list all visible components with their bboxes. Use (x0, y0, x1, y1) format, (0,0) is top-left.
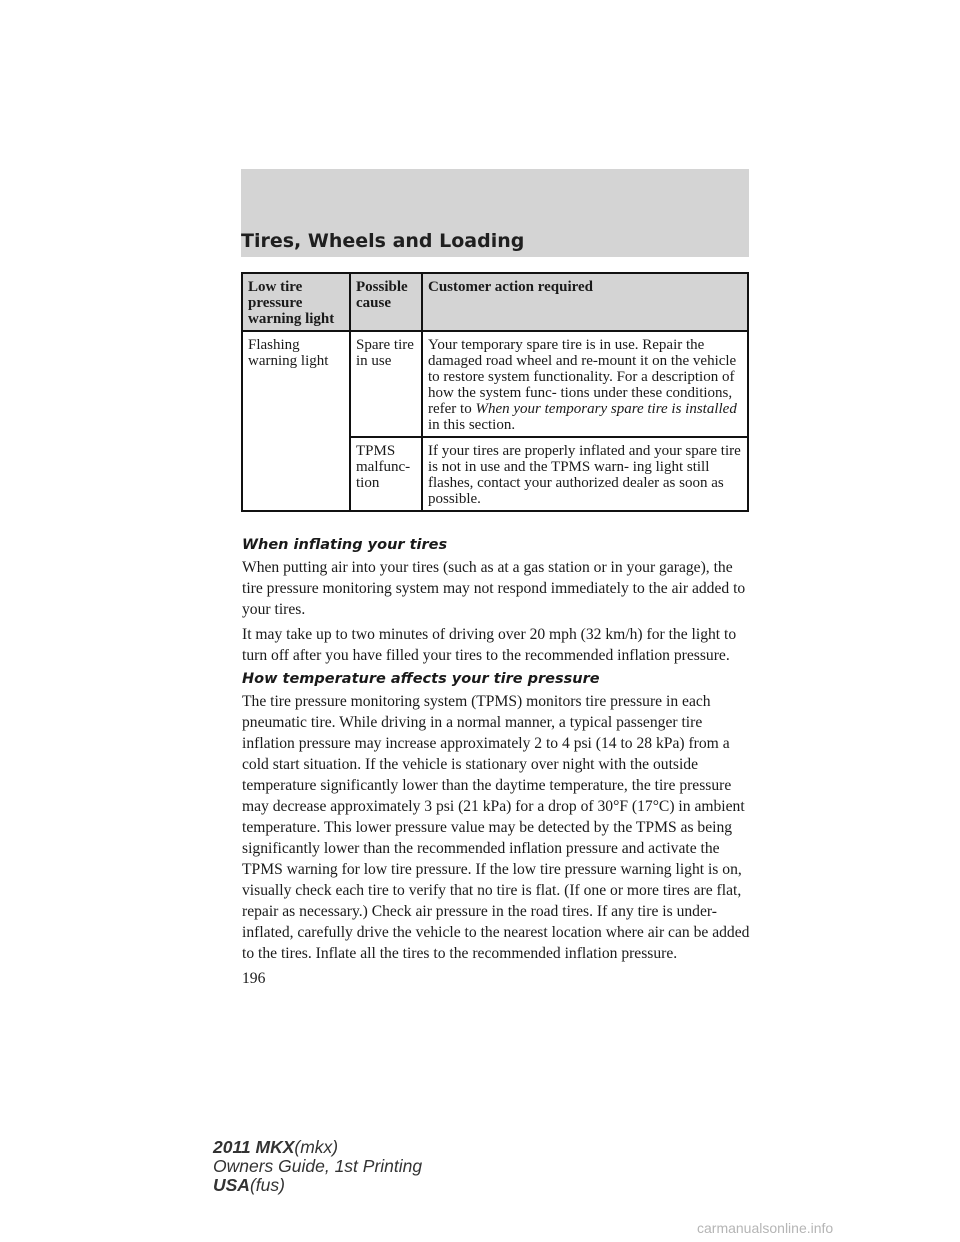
watermark: carmanualsonline.info (697, 1220, 834, 1236)
action-text: Your temporary spare tire is in use. Repair the damaged road wheel and re-mount it on the vehicle to restore system functionality. For a description of how the system func- tions under these conditions, refer to (428, 337, 737, 417)
footer-market-code: (fus) (249, 1175, 285, 1195)
heading-temperature: How temperature affects your tire pressure (242, 671, 600, 687)
footer-model-code: (mkx) (294, 1137, 339, 1157)
action-reference: When your temporary spare tire is installed (475, 401, 737, 417)
body-content (242, 536, 752, 968)
page-number: 196 (242, 970, 266, 987)
heading-inflating: When inflating your tires (242, 537, 448, 553)
cell-action (422, 331, 748, 437)
section-title: Tires, Wheels and Loading (241, 230, 525, 252)
section-header-band (241, 169, 749, 257)
paragraph: When putting air into your tires (such as at a gas station or in your garage), the tire pressure monitoring system may not respond immediately to the air added to your tires. (242, 559, 746, 618)
paragraph-part: The tire pressure monitoring system (TPMS) monitors tire pressure in each pneumatic tire. While driving in a normal manner, a typical passenger tire inflation pressure may increase approximately 2 to 4 psi (14 to 28 kPa) from a cold start situation. If the vehicle is stationary over night with the outside temperature significantly lower than the daytime temperature, the tire pressure may decrease approximately 3 psi (21 kPa) for a drop of 30°F (17°C) in ambient temperature. (242, 693, 745, 836)
column-header-light: Low tire pressure warning light (242, 273, 350, 331)
action-text-end: in this section. (428, 417, 516, 433)
cell-action: If your tires are properly inflated and your spare tire is not in use and the TPMS warn- ing light still flashes, contact your authorized dealer as soon as possible. (422, 437, 748, 511)
print-footer (213, 1138, 422, 1195)
cell-cause: Spare tire in use (350, 331, 422, 437)
footer-market: USA (213, 1175, 250, 1195)
tpms-warning-table (241, 272, 749, 512)
cell-cause: TPMS malfunc- tion (350, 437, 422, 511)
column-header-action: Customer action required (422, 273, 748, 331)
cell-light: Flashing warning light (242, 331, 350, 511)
column-header-cause: Possible cause (350, 273, 422, 331)
paragraph: It may take up to two minutes of driving over 20 mph (32 km/h) for the light to turn off after you have filled your tires to the recommended inflation pressure. (242, 626, 737, 664)
table-row (242, 331, 748, 437)
footer-edition: Owners Guide, 1st Printing (213, 1156, 423, 1176)
footer-model: 2011 MKX (213, 1137, 295, 1157)
paragraph-part: This lower pressure value may be detected by the TPMS as being significantly lower than the recommended inflation pressure and activate the TPMS warning for low tire pressure. If the low tire pressure warning light is on, visually check each tire to verify that no tire is flat. (If one or more tires are flat, repair as necessary.) Check air pressure in the road tires. If any tire is under-inflated, carefully drive the vehicle to the nearest location where air can be added to the tires. Inflate all the tires to the recommended inflation pressure. (242, 819, 750, 962)
paragraph (242, 691, 752, 964)
table-header-row (242, 273, 748, 331)
